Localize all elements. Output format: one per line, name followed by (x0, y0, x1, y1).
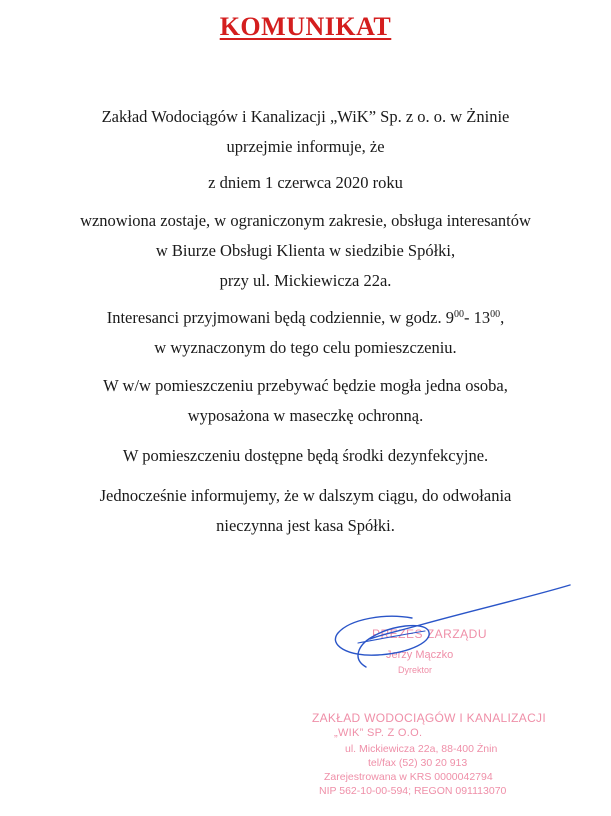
document-title: KOMUNIKAT (219, 12, 392, 41)
stamp-nip-regon: NIP 562-10-00-594; REGON 091113070 (319, 785, 507, 797)
body-line: z dniem 1 czerwca 2020 roku (208, 173, 403, 192)
hours-start-minutes: 00 (454, 309, 465, 320)
body-line: nieczynna jest kasa Spółki. (216, 516, 395, 535)
body-line: W pomieszczeniu dostępne będą środki dezynfekcyjne. (122, 446, 489, 465)
body-line: przy ul. Mickiewicza 22a. (219, 271, 392, 290)
body-line: Zakład Wodociągów i Kanalizacji „WiK” Sp. z o. o. w Żninie (101, 107, 510, 126)
body-line: W w/w pomieszczeniu przebywać będzie mogła jedna osoba, (103, 376, 508, 395)
stamp-function: Dyrektor (398, 665, 433, 675)
stamp-registration: Zarejestrowana w KRS 0000042794 (324, 771, 493, 783)
body-line: wznowiona zostaje, w ograniczonym zakresie, obsługa interesantów (80, 211, 531, 230)
stamp-name: Jerzy Mączko (386, 649, 454, 661)
hours-prefix: Interesanci przyjmowani będą codziennie, w godz. 9 (106, 308, 455, 327)
handwritten-signature (300, 575, 590, 685)
stamp-company: ZAKŁAD WODOCIĄGÓW I KANALIZACJI (312, 711, 546, 725)
body-line: w Biurze Obsługi Klienta w siedzibie Spółki, (155, 241, 456, 260)
body-line: w wyznaczonym do tego celu pomieszczeniu. (154, 338, 457, 357)
stamp-company-short: „WIK” SP. Z O.O. (334, 727, 423, 739)
stamp-role: PREZES ZARZĄDU (372, 627, 488, 641)
body-line: wyposażona w maseczkę ochronną. (187, 406, 424, 425)
hours-line (0, 308, 611, 328)
body-line: uprzejmie informuje, że (226, 137, 385, 156)
hours-suffix: , (500, 308, 505, 327)
stamp-address: ul. Mickiewicza 22a, 88-400 Żnin (345, 743, 498, 755)
body-line: Jednocześnie informujemy, że w dalszym ciągu, do odwołania (99, 486, 512, 505)
hours-end-minutes: 00 (490, 309, 501, 320)
stamp-phone: tel/fax (52) 30 20 913 (368, 757, 468, 769)
hours-separator: - 13 (464, 308, 491, 327)
